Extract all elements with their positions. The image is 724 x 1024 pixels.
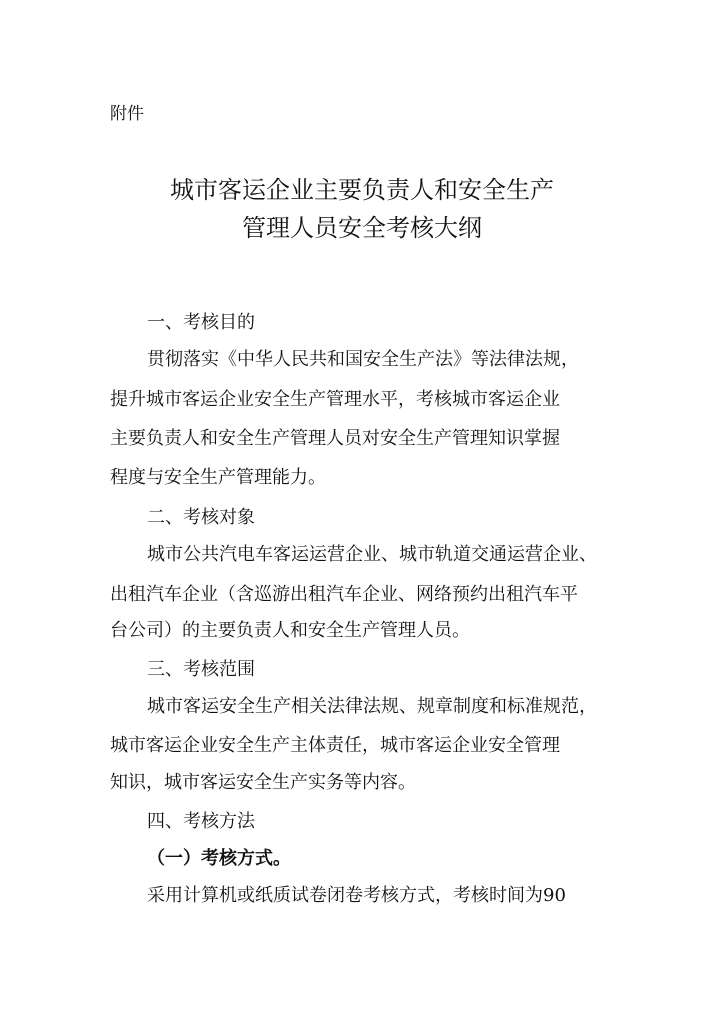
paragraph-line: 程度与安全生产管理能力。 [110, 467, 326, 488]
paragraph-line: 主要负责人和安全生产管理人员对安全生产管理知识掌握 [110, 428, 560, 449]
section-heading-subjects: 二、考核对象 [147, 507, 255, 528]
paragraph-line: 台公司）的主要负责人和安全生产管理人员。 [110, 620, 470, 641]
paragraph-line: 提升城市客运企业安全生产管理水平，考核城市客运企业 [110, 389, 560, 410]
paragraph-text: 采用计算机或纸质试卷闭卷考核方式，考核时间为 [147, 885, 543, 906]
document-title-line-1: 城市客运企业主要负责人和安全生产 [170, 176, 554, 204]
attachment-label: 附件 [110, 104, 144, 124]
section-heading-purpose: 一、考核目的 [147, 312, 255, 333]
section-heading-method: 四、考核方法 [147, 811, 255, 832]
paragraph-line: 贯彻落实《中华人民共和国安全生产法》等法律法规， [147, 349, 579, 370]
document-title-line-2: 管理人员安全考核大纲 [242, 214, 482, 242]
paragraph-line: 城市客运企业安全生产主体责任，城市客运企业安全管理 [110, 735, 560, 756]
subsection-heading-format: （一）考核方式。 [147, 848, 291, 869]
exam-duration-number: 90 [543, 885, 566, 906]
section-heading-scope: 三、考核范围 [147, 659, 255, 680]
paragraph-line: 知识，城市客运安全生产实务等内容。 [110, 772, 416, 793]
paragraph-line: 城市公共汽电车客运运营企业、城市轨道交通运营企业、 [147, 544, 597, 565]
paragraph-line: 城市客运安全生产相关法律法规、规章制度和标准规范， [147, 696, 597, 717]
paragraph-line [147, 883, 566, 909]
paragraph-line: 出租汽车企业（含巡游出租汽车企业、网络预约出租汽车平 [110, 584, 578, 605]
